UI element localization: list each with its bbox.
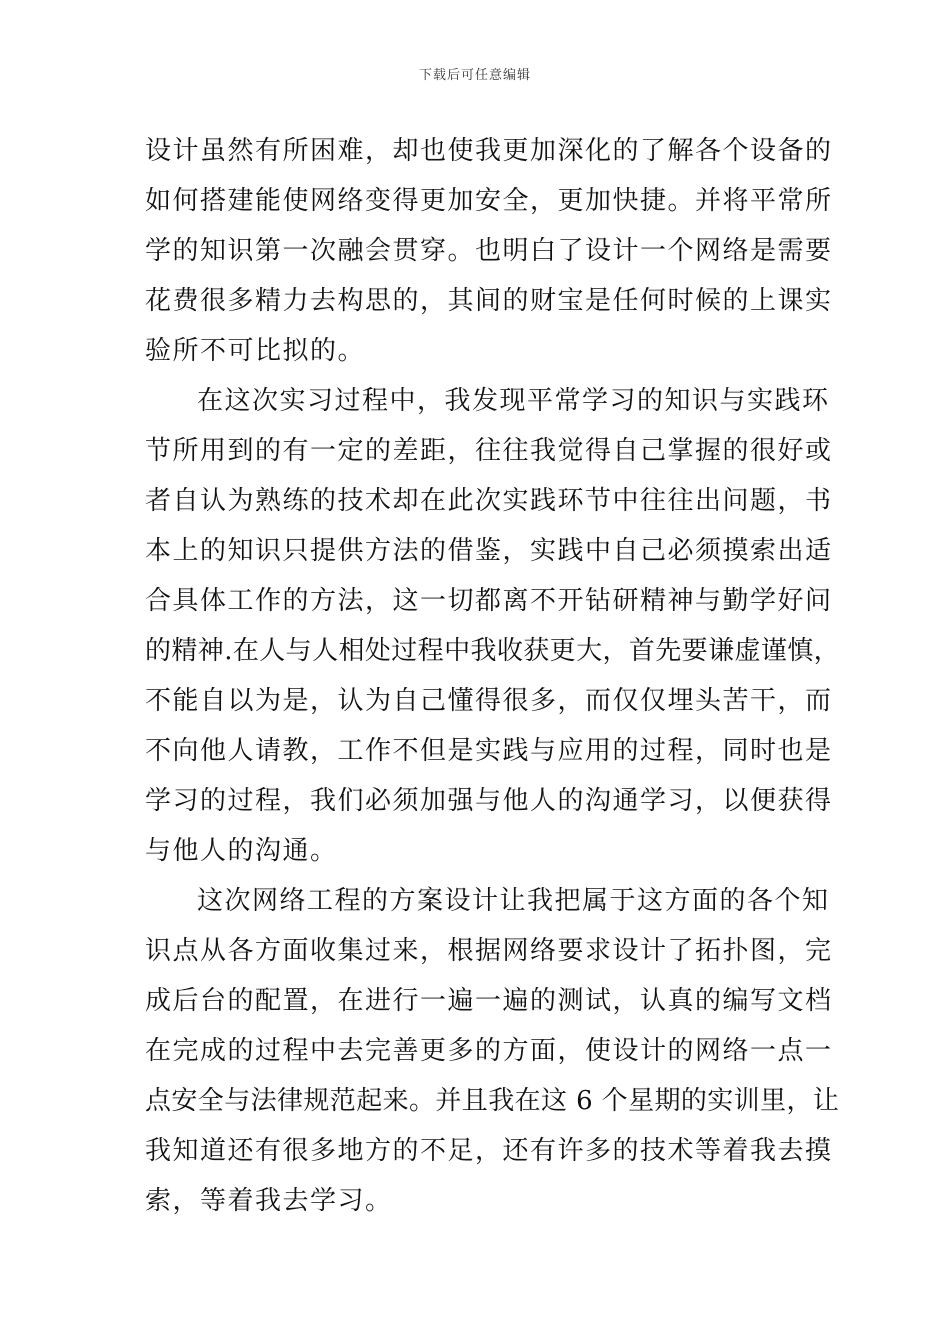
text-line: 验所不可比拟的。 (145, 336, 366, 366)
text-line: 花费很多精力去构思的，其间的财宝是任何时候的上课实 (145, 286, 833, 316)
text-line: 成后台的配置，在进行一遍一遍的测试，认真的编写文档 (145, 986, 833, 1016)
text-line: 在完成的过程中去完善更多的方面，使设计的网络一点一 (145, 1036, 833, 1066)
text-line: 合具体工作的方法，这一切都离不开钻研精神与勤学好问 (145, 586, 833, 616)
text-line: 节所用到的有一定的差距，往往我觉得自己掌握的很好或 (145, 436, 833, 466)
text-line: 在这次实习过程中，我发现平常学习的知识与实践环 (197, 386, 830, 416)
page-header: 下载后可任意编辑 (418, 68, 531, 83)
document-body (145, 126, 841, 1226)
text-line: 本上的知识只提供方法的借鉴，实践中自己必须摸索出适 (145, 536, 833, 566)
text-line: 如何搭建能使网络变得更加安全，更加快捷。并将平常所 (145, 186, 833, 216)
text-line: 学习的过程，我们必须加强与他人的沟通学习，以便获得 (145, 786, 833, 816)
text-line: 识点从各方面收集过来，根据网络要求设计了拓扑图，完 (145, 936, 833, 966)
paragraph-2 (145, 376, 841, 876)
text-line: 我知道还有很多地方的不足，还有许多的技术等着我去摸 (145, 1136, 833, 1166)
text-line: 的精神.在人与人相处过程中我收获更大，首先要谦虚谨慎， (145, 636, 841, 666)
text-line: 这次网络工程的方案设计让我把属于这方面的各个知 (197, 886, 830, 916)
text-line: 学的知识第一次融会贯穿。也明白了设计一个网络是需要 (145, 236, 833, 266)
text-line: 不向他人请教，工作不但是实践与应用的过程，同时也是 (145, 736, 833, 766)
text-line: 点安全与法律规范起来。并且我在这 6 个星期的实训里，让 (145, 1086, 840, 1116)
text-line: 不能自以为是，认为自己懂得很多，而仅仅埋头苦干，而 (145, 686, 833, 716)
paragraph-1 (145, 126, 833, 376)
text-line: 设计虽然有所困难，却也使我更加深化的了解各个设备的 (145, 136, 833, 166)
text-line: 与他人的沟通。 (145, 836, 338, 866)
text-line: 索，等着我去学习。 (145, 1186, 393, 1216)
text-line: 者自认为熟练的技术却在此次实践环节中往往出问题，书 (145, 486, 833, 516)
paragraph-3 (145, 876, 840, 1226)
